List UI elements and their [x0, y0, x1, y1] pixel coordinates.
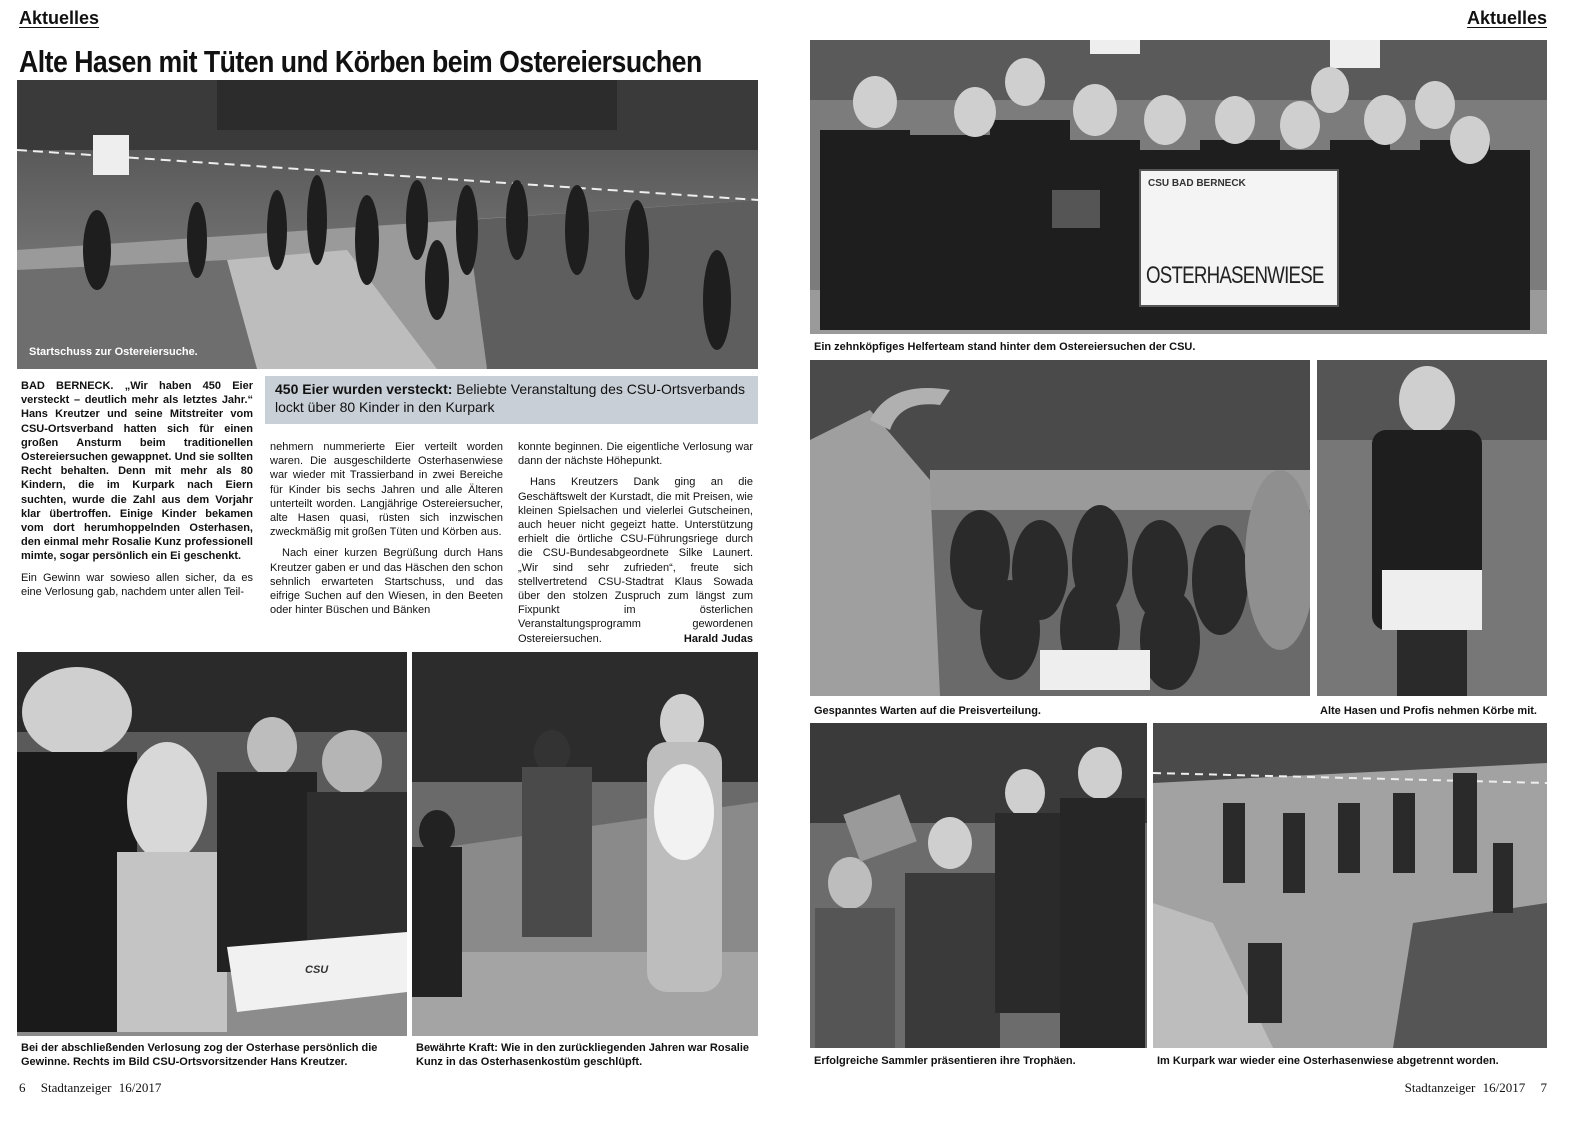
photo-collectors	[810, 723, 1147, 1048]
photo-kurpark-meadow	[1153, 723, 1547, 1048]
photo-waiting-caption: Gespanntes Warten auf die Preisverteilung.	[814, 705, 1041, 717]
photo-boy-basket	[1317, 360, 1547, 696]
photo-bunny-costume	[412, 652, 758, 1036]
article-col2-paragraph-2: Nach einer kurzen Begrüßung durch Hans Kreutzer gaben er und das Häschen den schon sehnlich erwarteten Startschuss, und das eifrige Suchen auf den Wiesen, in den Beeten oder hinter Büschen und Bänken	[270, 547, 503, 617]
box-label: CSU	[305, 964, 329, 976]
footer-left	[19, 1080, 161, 1096]
article-column-1	[21, 379, 253, 606]
photo-helper-team-caption: Ein zehnköpfiges Helferteam stand hinter dem Ostereiersuchen der CSU.	[814, 341, 1196, 353]
article-headline: Alte Hasen mit Tüten und Körben beim Ostereiersuchen	[19, 44, 702, 79]
footer-right-page-number: 7	[1540, 1080, 1547, 1095]
footer-right-issue: 16/2017	[1482, 1080, 1526, 1095]
photo-helper-team	[810, 40, 1547, 334]
footer-left-publication: Stadtanzeiger	[40, 1080, 112, 1095]
article-column-2	[270, 440, 503, 624]
article-col2-paragraph-1: nehmern nummerierte Eier verteilt worden waren. Die ausgeschilderte Osterhasenwiese war wieder mit Trassierband in zwei Bereiche für Kinder bis sechs Jahren und alle Älteren unterteilt worden. Langjährige Ostereiersucher, alte Hasen quasi, rüsten sich inzwischen zweckmäßig mit großen Tüten und Körben aus.	[270, 441, 503, 539]
teaser-box	[265, 376, 758, 424]
footer-left-issue: 16/2017	[118, 1080, 162, 1095]
photo-meadow-caption: Im Kurpark war wieder eine Osterhasenwiese abgetrennt worden.	[1157, 1055, 1499, 1067]
article-col3-paragraph-2: Hans Kreutzers Dank ging an die Geschäftswelt der Kurstadt, die mit Preisen, wie kleinen Spielsachen und vielerlei Gutscheinen, auch heuer nicht gegeizt hatte. Unterstützung erhielt die örtliche CSU-Führungsriege durch die CSU-Bundesabgeordnete Silke Launert. „Wir sind sehr zufrieden“, freute sich stellvertretend CSU-Stadtrat Klaus Sowada über den stolzen Zuspruch zum längst zum Fixpunkt im österlichen Veranstaltungsprogramm gewordenen Ostereiersuchen. Harald Judas	[518, 476, 753, 645]
teaser-text: Beliebte Veranstaltung des CSU-Ortsverbands lockt über 80 Kinder in den Kurpark	[275, 381, 746, 415]
article-col1-paragraph: Ein Gewinn war sowieso allen sicher, da es eine Verlosung gab, nachdem unter allen Teil-	[21, 571, 253, 598]
photo-bunny-caption: Bewährte Kraft: Wie in den zurückliegenden Jahren war Rosalie Kunz in das Osterhasenkostüm geschlüpft.	[416, 1042, 750, 1068]
photo-raffle-caption: Bei der abschließenden Verlosung zog der Osterhase persönlich die Gewinne. Rechts im Bild CSU-Ortsvorsitzender Hans Kreutzer.	[21, 1042, 378, 1068]
article-lead: BAD BERNECK. „Wir haben 450 Eier versteckt – deutlich mehr als letztes Jahr.“ Hans Kreutzer und seine Mitstreiter vom CSU-Ortsverband hatten sich für einen großen Ansturm beim traditionellen Ostereiersuchen gewappnet. Und sie sollten Recht behalten. Denn mit mehr als 80 Kindern, die im Kurpark nach Eiern suchten, wurde die Zahl aus dem Vorjahr klar übertroffen. Einige Kinder bekamen vom dort herumhoppelnden Osterhasen, den einmal mehr Rosalie Kunz professionell mimte, sogar persönlich ein Ei geschenkt.	[21, 380, 253, 563]
article-col3-paragraph-1: konnte beginnen. Die eigentliche Verlosung war dann der nächste Höhepunkt.	[518, 441, 753, 468]
section-tag-right: Aktuelles	[1466, 8, 1547, 28]
footer-left-page-number: 6	[19, 1080, 26, 1095]
article-author: Harald Judas	[683, 632, 753, 645]
main-photo-caption: Startschuss zur Ostereiersuche.	[29, 346, 198, 358]
article-column-3	[518, 440, 753, 646]
photo-collectors-caption: Erfolgreiche Sammler präsentieren ihre Trophäen.	[814, 1055, 1076, 1067]
footer-right-publication: Stadtanzeiger	[1404, 1080, 1476, 1095]
sign-osterhasenwiese: OSTERHASENWIESE	[1146, 262, 1324, 289]
photo-raffle-draw	[17, 652, 407, 1036]
footer-right	[1405, 1080, 1547, 1096]
photo-waiting-crowd	[810, 360, 1310, 696]
section-tag-left: Aktuelles	[19, 8, 100, 28]
photo-boy-basket-caption: Alte Hasen und Profis nehmen Körbe mit.	[1320, 705, 1537, 717]
teaser-bold: 450 Eier wurden versteckt:	[275, 381, 453, 397]
sign-top-text: CSU BAD BERNECK	[1148, 178, 1246, 189]
main-photo-egg-hunt-start	[17, 80, 758, 369]
